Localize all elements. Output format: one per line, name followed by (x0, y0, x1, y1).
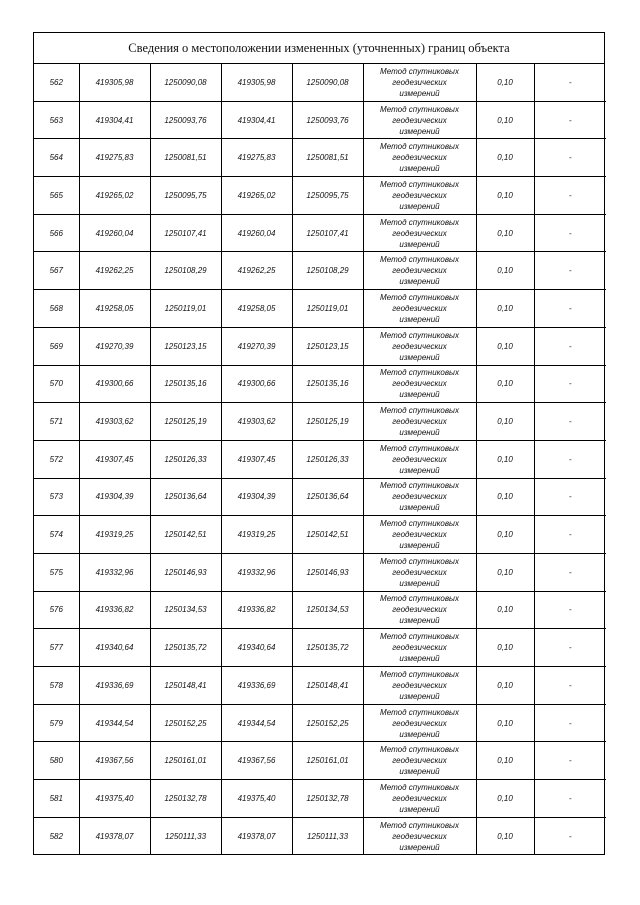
existing-x-cell: 419319,25 (79, 516, 150, 554)
table-row (34, 629, 606, 667)
existing-y-cell: 1250095,75 (150, 177, 221, 215)
accuracy-cell: 0,10 (476, 101, 534, 139)
new-y-cell: 1250135,16 (292, 365, 363, 403)
existing-y-cell: 1250123,15 (150, 327, 221, 365)
method-cell: Метод спутниковых геодезических измерений (363, 667, 476, 705)
table-row (34, 214, 606, 252)
point-number-cell: 565 (34, 177, 79, 215)
table-row (34, 553, 606, 591)
accuracy-cell: 0,10 (476, 403, 534, 441)
table-row (34, 780, 606, 818)
description-cell: - (534, 139, 606, 177)
method-cell: Метод спутниковых геодезических измерений (363, 478, 476, 516)
method-cell: Метод спутниковых геодезических измерений (363, 440, 476, 478)
method-cell: Метод спутниковых геодезических измерений (363, 327, 476, 365)
new-y-cell: 1250123,15 (292, 327, 363, 365)
existing-y-cell: 1250135,16 (150, 365, 221, 403)
existing-x-cell: 419300,66 (79, 365, 150, 403)
new-x-cell: 419262,25 (221, 252, 292, 290)
new-x-cell: 419305,98 (221, 64, 292, 101)
accuracy-cell: 0,10 (476, 139, 534, 177)
new-x-cell: 419304,41 (221, 101, 292, 139)
existing-x-cell: 419336,69 (79, 667, 150, 705)
table-row (34, 516, 606, 554)
new-y-cell: 1250148,41 (292, 667, 363, 705)
accuracy-cell: 0,10 (476, 440, 534, 478)
accuracy-cell: 0,10 (476, 177, 534, 215)
existing-y-cell: 1250090,08 (150, 64, 221, 101)
new-y-cell: 1250119,01 (292, 290, 363, 328)
point-number-cell: 572 (34, 440, 79, 478)
existing-y-cell: 1250148,41 (150, 667, 221, 705)
point-number-cell: 566 (34, 214, 79, 252)
new-y-cell: 1250125,19 (292, 403, 363, 441)
method-cell: Метод спутниковых геодезических измерений (363, 553, 476, 591)
table-row (34, 64, 606, 101)
description-cell: - (534, 365, 606, 403)
new-y-cell: 1250142,51 (292, 516, 363, 554)
existing-x-cell: 419378,07 (79, 817, 150, 854)
new-x-cell: 419304,39 (221, 478, 292, 516)
existing-y-cell: 1250135,72 (150, 629, 221, 667)
method-cell: Метод спутниковых геодезических измерений (363, 64, 476, 101)
existing-x-cell: 419305,98 (79, 64, 150, 101)
new-x-cell: 419336,69 (221, 667, 292, 705)
existing-x-cell: 419275,83 (79, 139, 150, 177)
method-cell: Метод спутниковых геодезических измерений (363, 591, 476, 629)
table-body (34, 64, 606, 854)
table-row (34, 704, 606, 742)
table-row (34, 667, 606, 705)
method-cell: Метод спутниковых геодезических измерений (363, 177, 476, 215)
point-number-cell: 564 (34, 139, 79, 177)
new-y-cell: 1250134,53 (292, 591, 363, 629)
existing-y-cell: 1250142,51 (150, 516, 221, 554)
new-x-cell: 419300,66 (221, 365, 292, 403)
existing-x-cell: 419307,45 (79, 440, 150, 478)
accuracy-cell: 0,10 (476, 591, 534, 629)
new-y-cell: 1250132,78 (292, 780, 363, 818)
existing-x-cell: 419336,82 (79, 591, 150, 629)
method-cell: Метод спутниковых геодезических измерений (363, 214, 476, 252)
accuracy-cell: 0,10 (476, 667, 534, 705)
method-cell: Метод спутниковых геодезических измерений (363, 516, 476, 554)
boundary-table-sheet (33, 32, 605, 855)
description-cell: - (534, 591, 606, 629)
accuracy-cell: 0,10 (476, 290, 534, 328)
new-x-cell: 419336,82 (221, 591, 292, 629)
new-x-cell: 419367,56 (221, 742, 292, 780)
point-number-cell: 568 (34, 290, 79, 328)
table-row (34, 403, 606, 441)
table-row (34, 290, 606, 328)
existing-x-cell: 419270,39 (79, 327, 150, 365)
existing-y-cell: 1250108,29 (150, 252, 221, 290)
table-title: Сведения о местоположении измененных (уточненных) границ объекта (34, 33, 604, 64)
method-cell: Метод спутниковых геодезических измерений (363, 817, 476, 854)
existing-x-cell: 419344,54 (79, 704, 150, 742)
existing-y-cell: 1250119,01 (150, 290, 221, 328)
existing-x-cell: 419375,40 (79, 780, 150, 818)
new-y-cell: 1250081,51 (292, 139, 363, 177)
new-y-cell: 1250093,76 (292, 101, 363, 139)
method-cell: Метод спутниковых геодезических измерений (363, 101, 476, 139)
point-number-cell: 562 (34, 64, 79, 101)
point-number-cell: 575 (34, 553, 79, 591)
new-x-cell: 419258,05 (221, 290, 292, 328)
accuracy-cell: 0,10 (476, 704, 534, 742)
accuracy-cell: 0,10 (476, 516, 534, 554)
description-cell: - (534, 742, 606, 780)
existing-y-cell: 1250081,51 (150, 139, 221, 177)
table-row (34, 365, 606, 403)
new-x-cell: 419340,64 (221, 629, 292, 667)
description-cell: - (534, 290, 606, 328)
description-cell: - (534, 478, 606, 516)
point-number-cell: 582 (34, 817, 79, 854)
point-number-cell: 577 (34, 629, 79, 667)
new-x-cell: 419344,54 (221, 704, 292, 742)
point-number-cell: 576 (34, 591, 79, 629)
existing-x-cell: 419258,05 (79, 290, 150, 328)
new-x-cell: 419275,83 (221, 139, 292, 177)
accuracy-cell: 0,10 (476, 817, 534, 854)
point-number-cell: 567 (34, 252, 79, 290)
coordinates-table (34, 64, 606, 854)
description-cell: - (534, 817, 606, 854)
new-x-cell: 419375,40 (221, 780, 292, 818)
new-x-cell: 419319,25 (221, 516, 292, 554)
new-x-cell: 419270,39 (221, 327, 292, 365)
new-x-cell: 419260,04 (221, 214, 292, 252)
new-y-cell: 1250108,29 (292, 252, 363, 290)
point-number-cell: 580 (34, 742, 79, 780)
description-cell: - (534, 252, 606, 290)
existing-x-cell: 419304,41 (79, 101, 150, 139)
description-cell: - (534, 516, 606, 554)
accuracy-cell: 0,10 (476, 478, 534, 516)
method-cell: Метод спутниковых геодезических измерений (363, 403, 476, 441)
description-cell: - (534, 64, 606, 101)
point-number-cell: 581 (34, 780, 79, 818)
existing-x-cell: 419367,56 (79, 742, 150, 780)
existing-y-cell: 1250093,76 (150, 101, 221, 139)
new-y-cell: 1250135,72 (292, 629, 363, 667)
existing-y-cell: 1250107,41 (150, 214, 221, 252)
existing-y-cell: 1250132,78 (150, 780, 221, 818)
existing-x-cell: 419340,64 (79, 629, 150, 667)
existing-x-cell: 419332,96 (79, 553, 150, 591)
accuracy-cell: 0,10 (476, 64, 534, 101)
existing-y-cell: 1250152,25 (150, 704, 221, 742)
method-cell: Метод спутниковых геодезических измерений (363, 780, 476, 818)
existing-y-cell: 1250146,93 (150, 553, 221, 591)
description-cell: - (534, 704, 606, 742)
accuracy-cell: 0,10 (476, 327, 534, 365)
new-y-cell: 1250111,33 (292, 817, 363, 854)
table-row (34, 327, 606, 365)
accuracy-cell: 0,10 (476, 365, 534, 403)
new-y-cell: 1250126,33 (292, 440, 363, 478)
new-x-cell: 419332,96 (221, 553, 292, 591)
new-y-cell: 1250146,93 (292, 553, 363, 591)
table-row (34, 101, 606, 139)
table-row (34, 478, 606, 516)
description-cell: - (534, 403, 606, 441)
existing-x-cell: 419262,25 (79, 252, 150, 290)
accuracy-cell: 0,10 (476, 553, 534, 591)
point-number-cell: 570 (34, 365, 79, 403)
description-cell: - (534, 780, 606, 818)
table-row (34, 591, 606, 629)
point-number-cell: 569 (34, 327, 79, 365)
table-row (34, 817, 606, 854)
new-y-cell: 1250152,25 (292, 704, 363, 742)
existing-y-cell: 1250125,19 (150, 403, 221, 441)
method-cell: Метод спутниковых геодезических измерений (363, 290, 476, 328)
new-y-cell: 1250161,01 (292, 742, 363, 780)
method-cell: Метод спутниковых геодезических измерений (363, 742, 476, 780)
new-x-cell: 419378,07 (221, 817, 292, 854)
existing-x-cell: 419304,39 (79, 478, 150, 516)
new-x-cell: 419265,02 (221, 177, 292, 215)
description-cell: - (534, 214, 606, 252)
new-y-cell: 1250090,08 (292, 64, 363, 101)
description-cell: - (534, 629, 606, 667)
accuracy-cell: 0,10 (476, 252, 534, 290)
point-number-cell: 563 (34, 101, 79, 139)
point-number-cell: 579 (34, 704, 79, 742)
description-cell: - (534, 177, 606, 215)
table-row (34, 440, 606, 478)
point-number-cell: 574 (34, 516, 79, 554)
point-number-cell: 573 (34, 478, 79, 516)
accuracy-cell: 0,10 (476, 214, 534, 252)
new-y-cell: 1250136,64 (292, 478, 363, 516)
method-cell: Метод спутниковых геодезических измерений (363, 704, 476, 742)
point-number-cell: 571 (34, 403, 79, 441)
method-cell: Метод спутниковых геодезических измерений (363, 365, 476, 403)
accuracy-cell: 0,10 (476, 629, 534, 667)
table-row (34, 742, 606, 780)
existing-y-cell: 1250161,01 (150, 742, 221, 780)
new-y-cell: 1250095,75 (292, 177, 363, 215)
point-number-cell: 578 (34, 667, 79, 705)
existing-y-cell: 1250126,33 (150, 440, 221, 478)
table-row (34, 139, 606, 177)
method-cell: Метод спутниковых геодезических измерений (363, 629, 476, 667)
new-y-cell: 1250107,41 (292, 214, 363, 252)
description-cell: - (534, 440, 606, 478)
description-cell: - (534, 667, 606, 705)
description-cell: - (534, 327, 606, 365)
new-x-cell: 419303,62 (221, 403, 292, 441)
existing-y-cell: 1250136,64 (150, 478, 221, 516)
table-row (34, 177, 606, 215)
existing-y-cell: 1250111,33 (150, 817, 221, 854)
description-cell: - (534, 553, 606, 591)
existing-x-cell: 419303,62 (79, 403, 150, 441)
table-row (34, 252, 606, 290)
existing-x-cell: 419260,04 (79, 214, 150, 252)
existing-x-cell: 419265,02 (79, 177, 150, 215)
method-cell: Метод спутниковых геодезических измерений (363, 139, 476, 177)
existing-y-cell: 1250134,53 (150, 591, 221, 629)
description-cell: - (534, 101, 606, 139)
new-x-cell: 419307,45 (221, 440, 292, 478)
accuracy-cell: 0,10 (476, 742, 534, 780)
method-cell: Метод спутниковых геодезических измерений (363, 252, 476, 290)
accuracy-cell: 0,10 (476, 780, 534, 818)
